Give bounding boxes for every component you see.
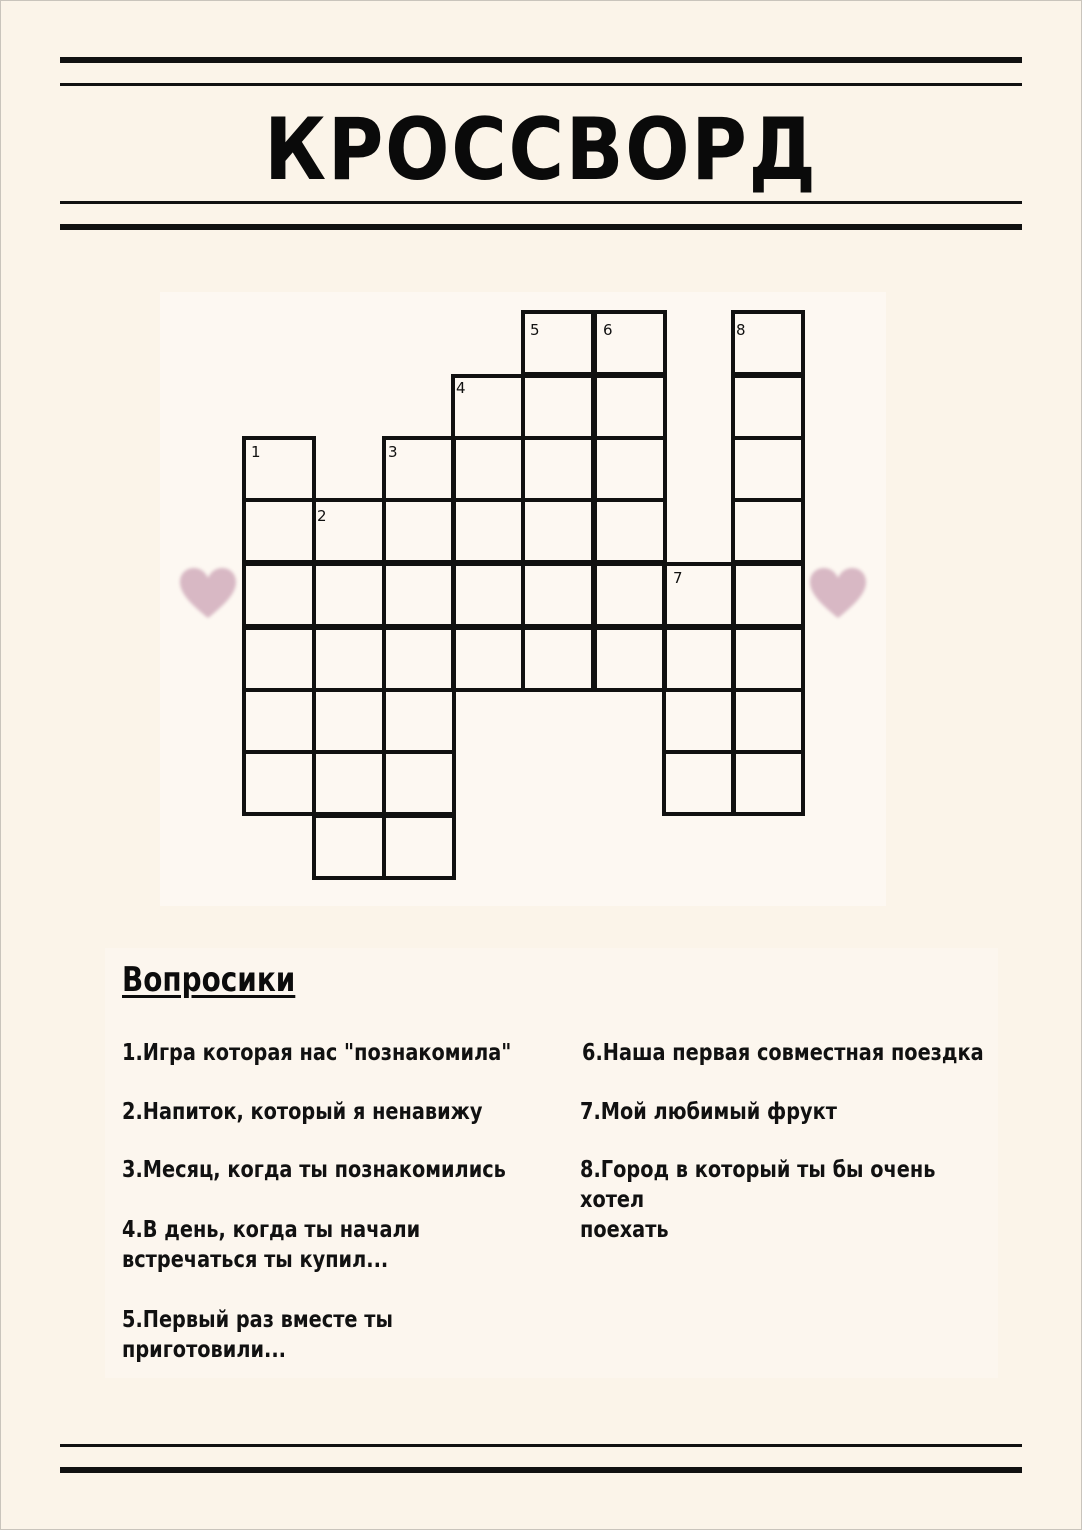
page-title: КРОССВОРД <box>264 100 818 200</box>
crossword-cell[interactable] <box>382 626 456 692</box>
crossword-cell[interactable] <box>451 626 525 692</box>
crossword-cell[interactable] <box>593 310 667 376</box>
crossword-cell[interactable] <box>731 498 805 564</box>
top-rule-thick <box>60 57 1022 63</box>
crossword-cell[interactable] <box>521 562 595 628</box>
crossword-cell[interactable] <box>731 562 805 628</box>
clue-5: 5.Первый раз вместе ты приготовили... <box>122 1307 393 1363</box>
crossword-cell[interactable] <box>731 374 805 440</box>
bottom-rule-thick <box>60 1467 1022 1473</box>
crossword-cell[interactable] <box>593 436 667 502</box>
questions-heading: Вопросики <box>122 960 296 1000</box>
crossword-cell[interactable] <box>731 310 805 376</box>
clue-1: 1.Игра которая нас "познакомила" <box>122 1040 512 1066</box>
crossword-cell[interactable] <box>521 626 595 692</box>
clue-number-3: 3 <box>388 443 398 461</box>
top-rule-thin <box>60 83 1022 86</box>
crossword-cell[interactable] <box>662 750 736 816</box>
crossword-cell[interactable] <box>382 498 456 564</box>
crossword-cell[interactable] <box>242 688 316 754</box>
crossword-cell[interactable] <box>521 436 595 502</box>
title-rule-thick <box>60 224 1022 230</box>
clue-number-1: 1 <box>251 443 261 461</box>
clue-number-8: 8 <box>736 321 746 339</box>
clue-7: 7.Мой любимый фрукт <box>580 1099 837 1125</box>
crossword-cell[interactable] <box>312 688 386 754</box>
clue-6: 6.Наша первая совместная поездка <box>582 1040 984 1066</box>
clue-number-4: 4 <box>456 379 466 397</box>
crossword-cell[interactable] <box>662 688 736 754</box>
crossword-cell[interactable] <box>242 626 316 692</box>
crossword-cell[interactable] <box>312 562 386 628</box>
clue-2: 2.Напиток, который я ненавижу <box>122 1099 483 1125</box>
crossword-cell[interactable] <box>451 436 525 502</box>
clue-3: 3.Месяц, когда ты познакомились <box>122 1157 506 1183</box>
clue-4: 4.В день, когда ты начали встречаться ты купил... <box>122 1217 421 1273</box>
crossword-cell[interactable] <box>731 688 805 754</box>
crossword-cell[interactable] <box>593 626 667 692</box>
crossword-cell[interactable] <box>312 750 386 816</box>
clue-number-2: 2 <box>317 507 327 525</box>
crossword-cell[interactable] <box>382 814 456 880</box>
heart-icon <box>808 566 868 622</box>
crossword-cell[interactable] <box>312 814 386 880</box>
title-rule-thin <box>60 201 1022 204</box>
clue-8: 8.Город в который ты бы очень хотел поехать <box>580 1157 936 1243</box>
crossword-cell[interactable] <box>382 688 456 754</box>
crossword-cell[interactable] <box>731 436 805 502</box>
clue-number-5: 5 <box>530 321 540 339</box>
crossword-cell[interactable] <box>451 562 525 628</box>
crossword-cell[interactable] <box>242 750 316 816</box>
crossword-cell[interactable] <box>521 498 595 564</box>
bottom-rule-thin <box>60 1444 1022 1447</box>
clue-number-6: 6 <box>603 321 613 339</box>
crossword-cell[interactable] <box>593 498 667 564</box>
heart-icon <box>178 566 238 622</box>
crossword-cell[interactable] <box>593 374 667 440</box>
crossword-cell[interactable] <box>382 750 456 816</box>
crossword-cell[interactable] <box>731 750 805 816</box>
crossword-cell[interactable] <box>731 626 805 692</box>
crossword-cell[interactable] <box>451 498 525 564</box>
crossword-cell[interactable] <box>521 374 595 440</box>
crossword-cell[interactable] <box>521 310 595 376</box>
crossword-cell[interactable] <box>593 562 667 628</box>
crossword-cell[interactable] <box>662 626 736 692</box>
crossword-cell[interactable] <box>242 498 316 564</box>
clue-number-7: 7 <box>673 569 683 587</box>
crossword-cell[interactable] <box>242 562 316 628</box>
crossword-cell[interactable] <box>382 562 456 628</box>
crossword-cell[interactable] <box>312 626 386 692</box>
